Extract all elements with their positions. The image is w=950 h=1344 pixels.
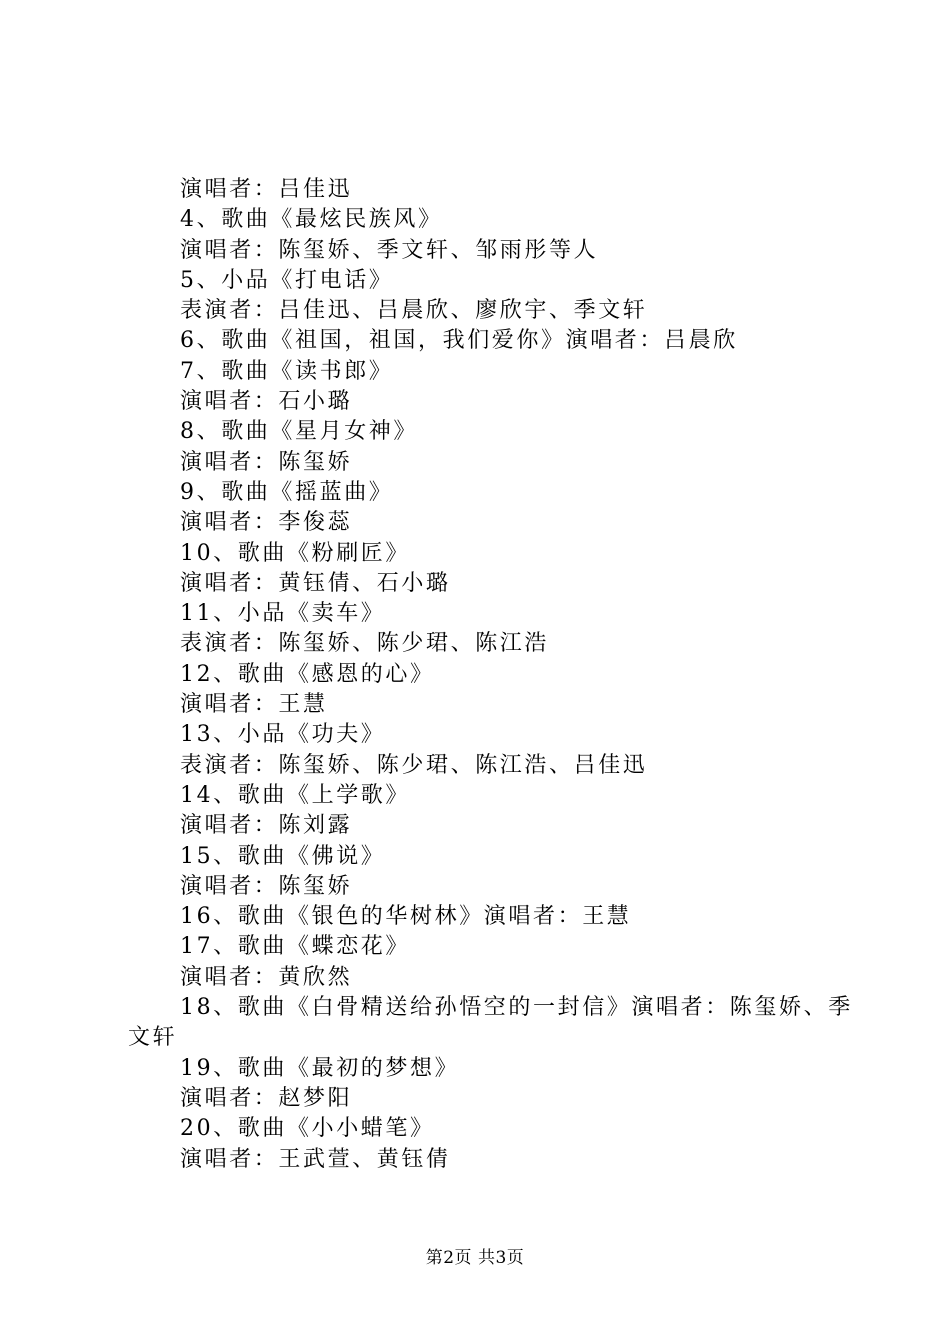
program-list	[128, 175, 868, 1175]
program-line: 表演者：陈玺娇、陈少珺、陈江浩、吕佳迅	[180, 752, 648, 778]
program-line: 演唱者：黄钰倩、石小璐	[180, 570, 451, 596]
program-line: 演唱者：陈玺娇、季文轩、邹雨彤等人	[180, 237, 599, 263]
program-line: 13、小品《功夫》	[180, 722, 386, 748]
program-line: 19、歌曲《最初的梦想》	[180, 1055, 460, 1081]
program-line: 20、歌曲《小小蜡笔》	[180, 1116, 435, 1142]
program-line: 演唱者：王武萱、黄钰倩	[180, 1146, 451, 1172]
program-line: 12、歌曲《感恩的心》	[180, 661, 435, 687]
program-line: 8、歌曲《星月女神》	[180, 419, 418, 445]
program-line: 4、歌曲《最炫民族风》	[180, 207, 443, 233]
program-line: 10、歌曲《粉刷匠》	[180, 540, 410, 566]
program-line: 表演者：吕佳迅、吕晨欣、廖欣宇、季文轩	[180, 298, 648, 324]
page-footer: 第2页 共3页	[425, 1248, 525, 1268]
program-line: 演唱者：吕佳迅	[180, 177, 353, 202]
program-line: 演唱者：黄欣然	[180, 964, 353, 990]
program-line: 9、歌曲《摇蓝曲》	[180, 479, 394, 505]
program-line: 演唱者：陈玺娇	[180, 873, 353, 899]
program-line: 演唱者：陈玺娇	[180, 449, 353, 475]
program-line: 7、歌曲《读书郎》	[180, 358, 394, 384]
program-line: 演唱者：王慧	[180, 692, 328, 718]
program-line: 16、歌曲《银色的华树林》演唱者：王慧	[180, 904, 632, 930]
program-line: 5、小品《打电话》	[180, 267, 394, 293]
program-line: 演唱者：李俊蕊	[180, 510, 353, 536]
program-line: 演唱者：赵梦阳	[180, 1085, 353, 1111]
program-line: 14、歌曲《上学歌》	[180, 782, 410, 808]
program-line: 15、歌曲《佛说》	[180, 843, 386, 869]
program-line: 演唱者：陈刘露	[180, 813, 353, 839]
program-line: 6、歌曲《祖国，祖国，我们爱你》演唱者：吕晨欣	[180, 328, 738, 354]
program-line: 17、歌曲《蝶恋花》	[180, 934, 410, 960]
program-line: 表演者：陈玺娇、陈少珺、陈江浩	[180, 631, 550, 657]
program-line: 演唱者：石小璐	[180, 389, 353, 415]
program-line: 11、小品《卖车》	[180, 601, 386, 627]
program-line: 18、歌曲《白骨精送给孙悟空的一封信》演唱者：陈玺娇、季文轩	[128, 995, 853, 1051]
